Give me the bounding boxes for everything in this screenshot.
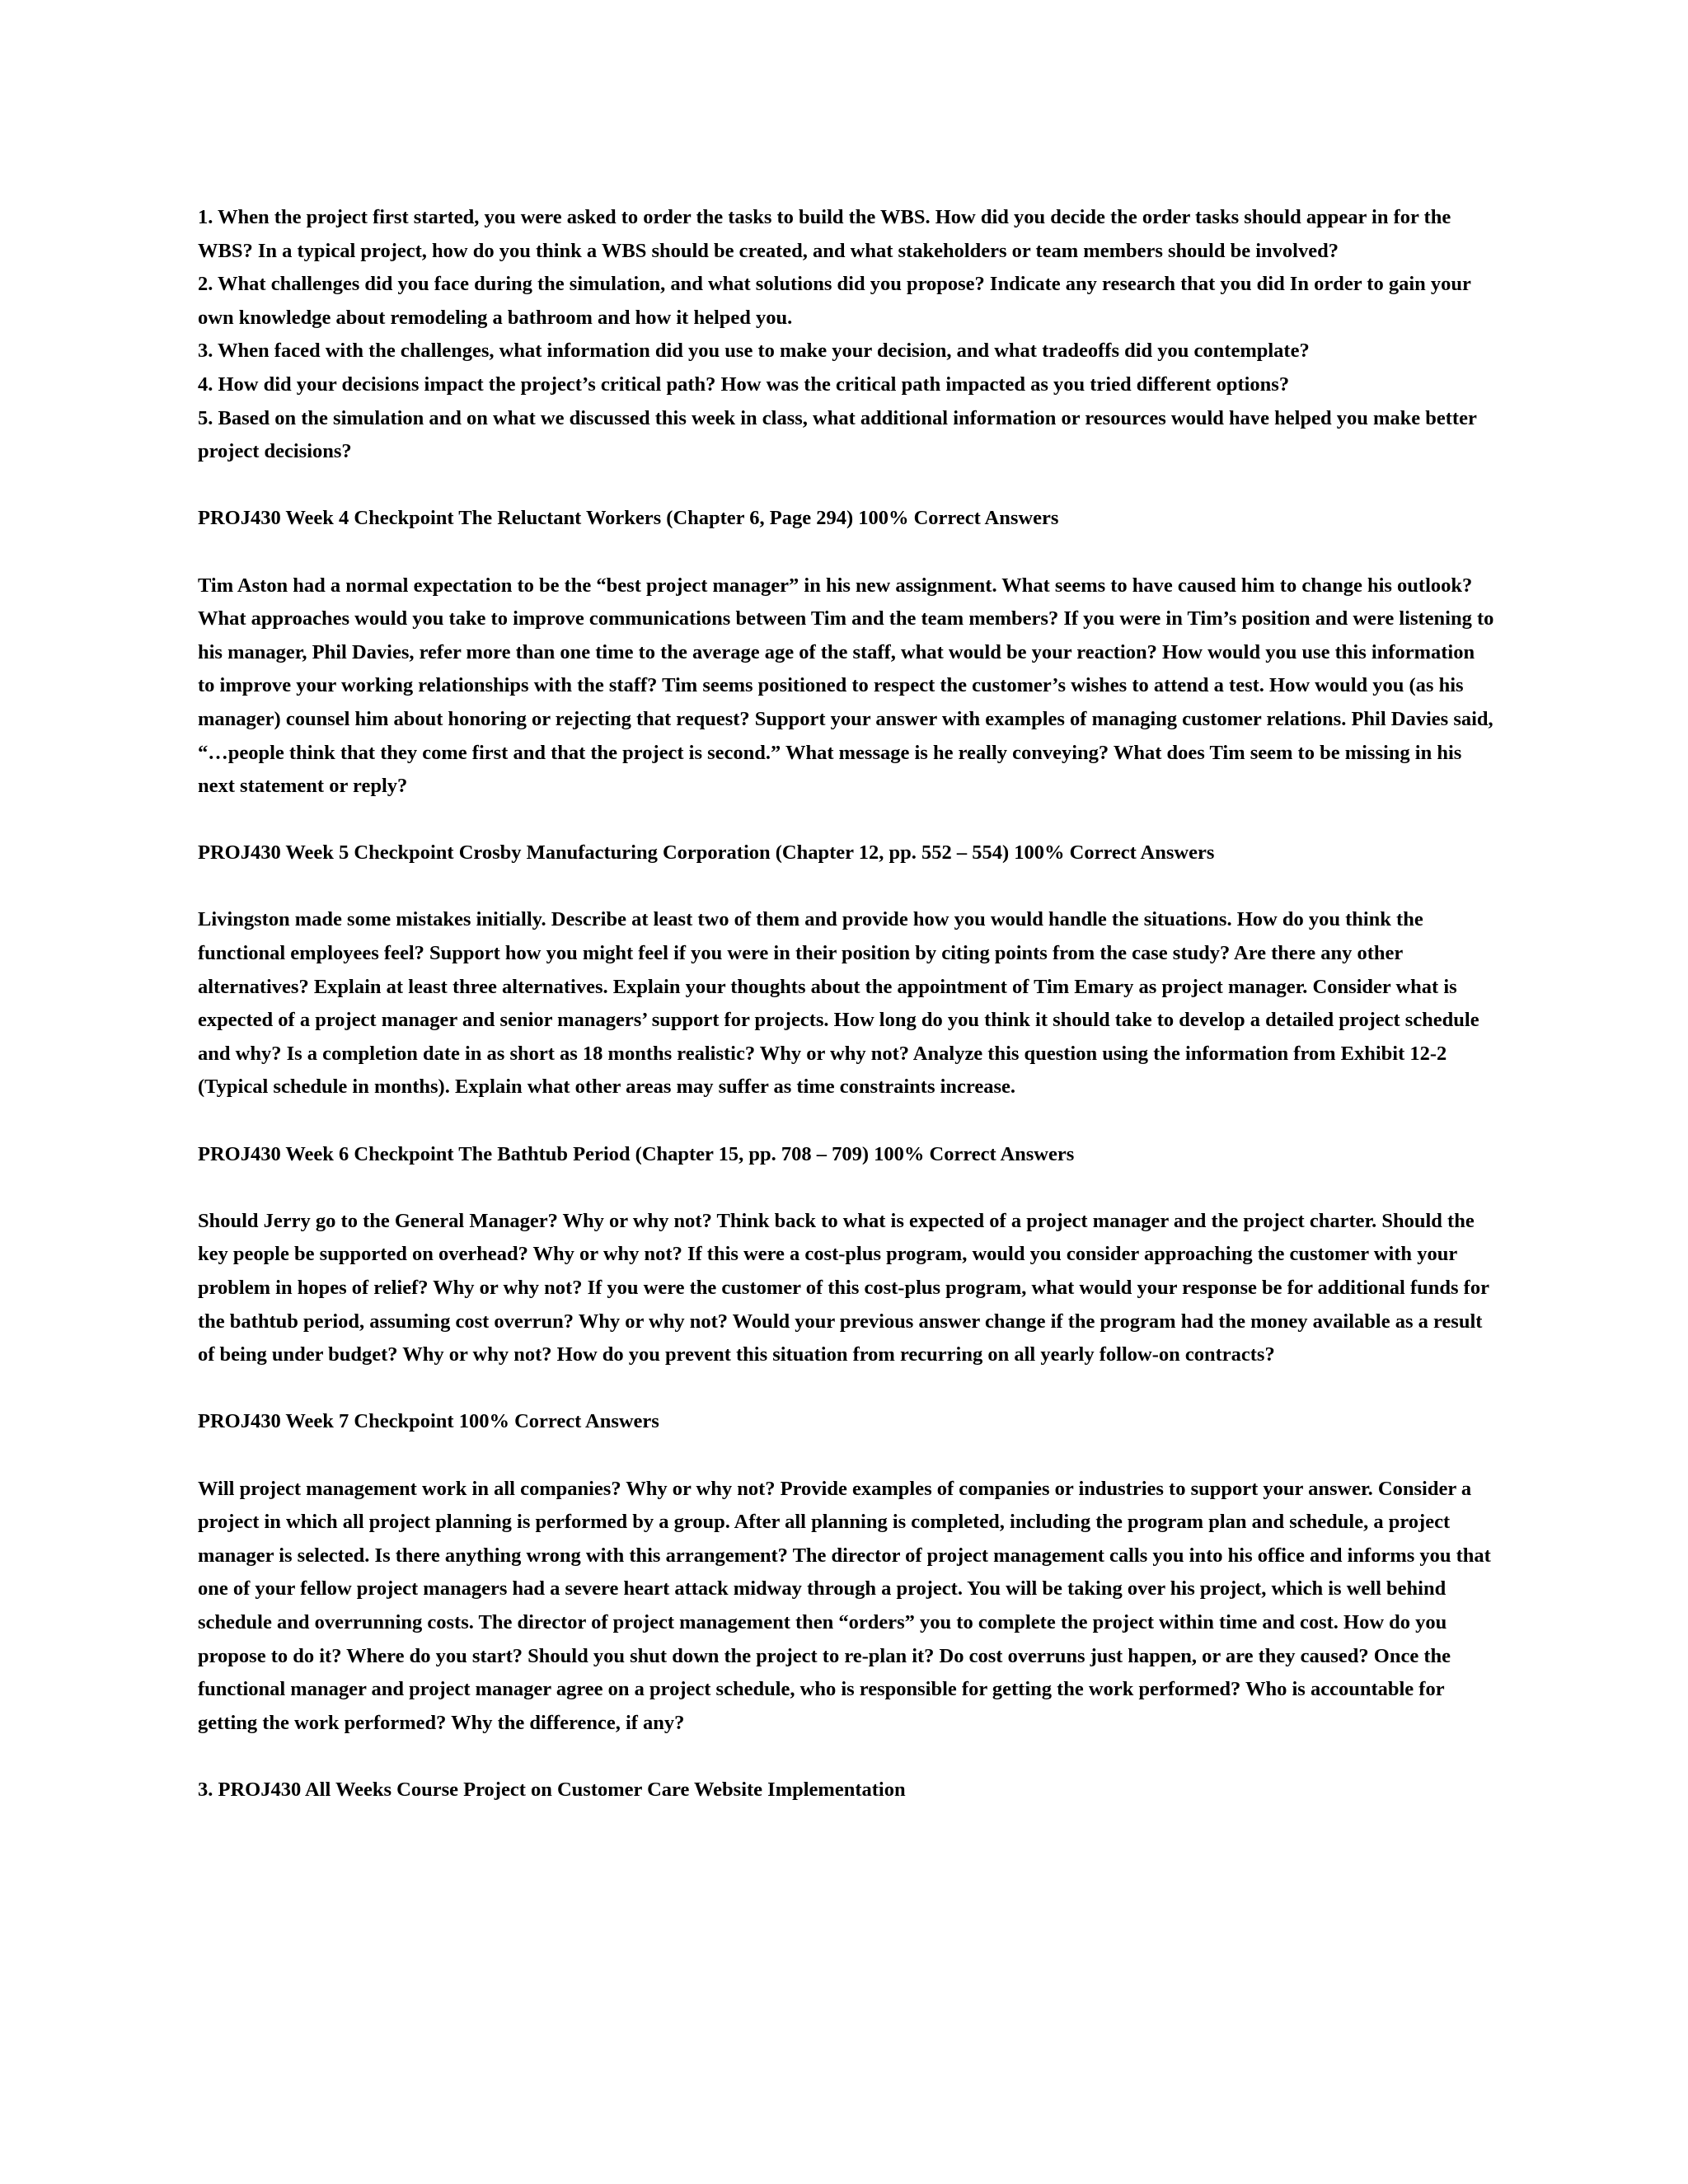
section-body-week-7: Will project management work in all companies? Why or why not? Provide examples of companies or industries to support your answer. Consider a project in which all project planning is performed by a group. After all planning is completed, including the program plan and schedule, a project manager is selected. Is there anything wrong with this arrangement? The director of project management calls you into his office and informs you that one of your fellow project managers had a severe heart attack midway through a project. You will be taking over his project, which is well behind schedule and overrunning costs. The director of project management then “orders” you to complete the project within time and cost. How do you propose to do it? Where do you start? Should you shut down the project to re-plan it? Do cost overruns just happen, or are they caused? Once the functional manager and project manager agree on a project schedule, who is responsible for getting the work performed? Who is accountable for getting the work performed? Why the difference, if any? xyxy=(198,1477,1491,1734)
question-4: 4. How did your decisions impact the project’s critical path? How was the critical path impacted as you tried different options? xyxy=(198,373,1290,396)
question-3: 3. When faced with the challenges, what information did you use to make your decision, and what tradeoffs did you contemplate? xyxy=(198,340,1310,363)
section-body-week-5: Livingston made some mistakes initially. Describe at least two of them and provide how you would handle the situations. How do you think the functional employees feel? Support how you might feel if you were in their position by citing points from the case study? Are there any other alternatives? Explain at least three alternatives. Explain your thoughts about the appointment of Tim Emary as project manager. Consider what is expected of a project manager and senior managers’ support for projects. How long do you think it should take to develop a detailed project schedule and why? Is a completion date in as short as 18 months realistic? Why or why not? Analyze this question using the information from Exhibit 12-2 (Typical schedule in months). Explain what other areas may suffer as time constraints increase. xyxy=(198,908,1479,1099)
section-heading-week-7: PROJ430 Week 7 Checkpoint 100% Correct Answers xyxy=(198,1410,659,1433)
question-1: 1. When the project first started, you were asked to order the tasks to build the WBS. How did you decide the order tasks should appear in for the WBS? In a typical project, how do you think a WBS should be created, and what stakeholders or team members should be involved? xyxy=(198,206,1451,262)
section-body-week-6: Should Jerry go to the General Manager? Why or why not? Think back to what is expected of a project manager and the project charter. Should the key people be supported on overhead? Why or why not? If this were a cost-plus program, would you consider approaching the customer with your problem in hopes of relief? Why or why not? If you were the customer of this cost-plus program, what would your response be for additional funds for the bathtub period, assuming cost overrun? Why or why not? Would your previous answer change if the program had the money available as a result of being under budget? Why or why not? How do you prevent this situation from recurring on all yearly follow-on contracts? xyxy=(198,1209,1489,1366)
question-list xyxy=(198,201,1496,469)
section-heading-week-5: PROJ430 Week 5 Checkpoint Crosby Manufacturing Corporation (Chapter 12, pp. 552 – 554) 100% Correct Answers xyxy=(198,841,1215,865)
course-project-heading: 3. PROJ430 All Weeks Course Project on Customer Care Website Implementation xyxy=(198,1778,906,1801)
question-2: 2. What challenges did you face during the simulation, and what solutions did you propose? Indicate any research that you did In order to gain your own knowledge about remodeling a bathroom and how it helped you. xyxy=(198,273,1471,329)
document-content xyxy=(198,201,1496,1840)
section-body-week-4: Tim Aston had a normal expectation to be the “best project manager” in his new assignment. What seems to have caused him to change his outlook? What approaches would you take to improve communications between Tim and the team members? If you were in Tim’s position and were listening to his manager, Phil Davies, refer more than one time to the average age of the staff, what would be your reaction? How would you use this information to improve your working relationships with the staff? Tim seems positioned to respect the customer’s wishes to attend a test. How would you (as his manager) counsel him about honoring or rejecting that request? Support your answer with examples of managing customer relations. Phil Davies said, “…people think that they come first and that the project is second.” What message is he really conveying? What does Tim seem to be missing in his next statement or reply? xyxy=(198,574,1494,798)
section-heading-week-6: PROJ430 Week 6 Checkpoint The Bathtub Period (Chapter 15, pp. 708 – 709) 100% Correct Answers xyxy=(198,1142,1075,1165)
question-5: 5. Based on the simulation and on what we discussed this week in class, what additional information or resources would have helped you make better project decisions? xyxy=(198,406,1477,463)
section-heading-week-4: PROJ430 Week 4 Checkpoint The Reluctant Workers (Chapter 6, Page 294) 100% Correct Answers xyxy=(198,507,1059,530)
